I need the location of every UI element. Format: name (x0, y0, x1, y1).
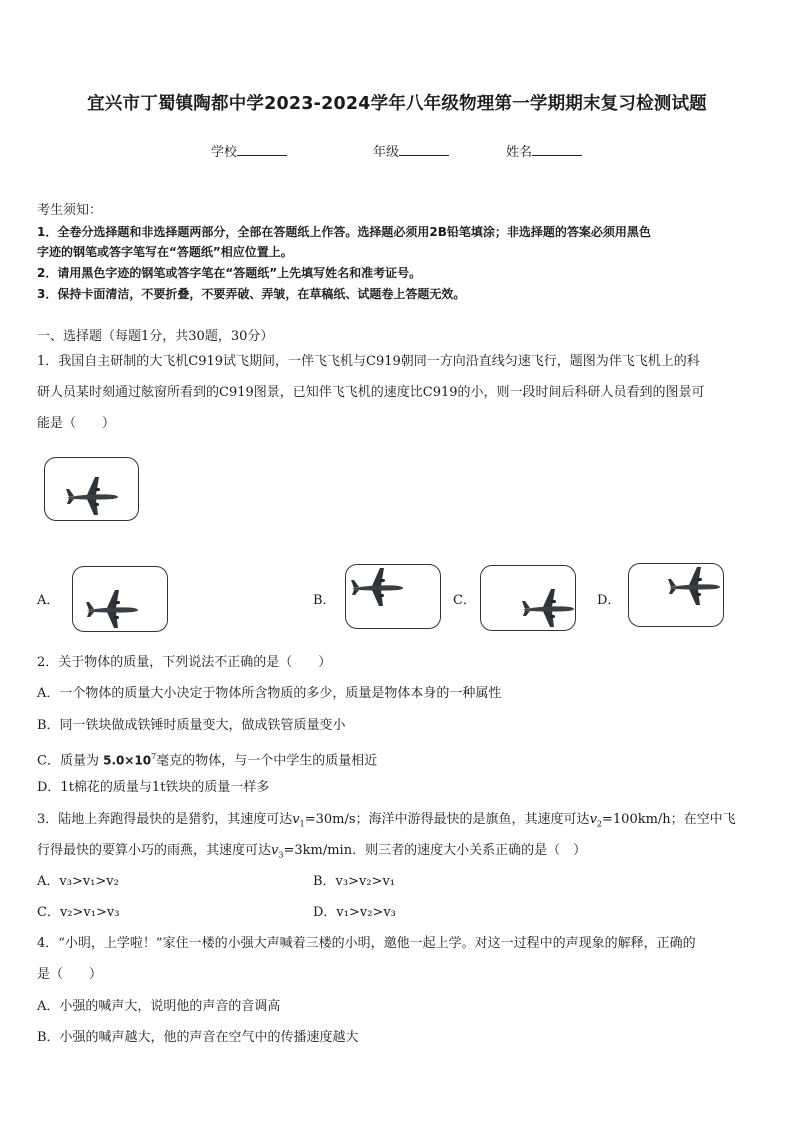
q3-v3-symbol: v (271, 843, 279, 858)
airplane-icon (667, 566, 721, 606)
notice-item-3: 3．保持卡面清洁，不要折叠，不要弄破、弄皱，在草稿纸、试题卷上答题无效。 (37, 287, 466, 301)
q1-option-c-image[interactable] (480, 565, 576, 631)
grade-label: 年级 (373, 145, 400, 160)
q1-option-d-image[interactable] (628, 563, 724, 627)
page-title: 宜兴市丁蜀镇陶都中学2023-2024学年八年级物理第一学期期末复习检测试题 (87, 94, 707, 114)
q3-v1-sub: 1 (299, 819, 305, 829)
name-blank (532, 143, 582, 156)
q2-option-a[interactable]: A．一个物体的质量大小决定于物体所含物质的多少，质量是物体本身的一种属性 (37, 686, 502, 701)
q3-v3-sub: 3 (278, 850, 284, 860)
q3-option-c[interactable]: C．v₂>v₁>v₃ (37, 905, 120, 920)
q2-option-c-suffix: 毫克的物体，与一个中学生的质量相近 (156, 753, 378, 769)
grade-blank (399, 143, 449, 156)
q4-option-b[interactable]: B．小强的喊声越大，他的声音在空气中的传播速度越大 (37, 1030, 359, 1045)
notice-item-2: 2．请用黑色字迹的钢笔或答字笔在“答题纸”上先填写姓名和准考证号。 (37, 266, 422, 280)
q3-line-2-a: 行得最快的要算小巧的雨燕，其速度可达 (37, 843, 272, 858)
q1-option-b-label: B． (313, 593, 336, 608)
q1-option-b-image[interactable] (345, 564, 441, 629)
q4-option-a[interactable]: A．小强的喊声大，说明他的声音的音调高 (37, 999, 281, 1014)
q1-line-3: 能是（ ） (37, 416, 116, 431)
airplane-icon (85, 589, 139, 629)
section-heading: 一、选择题（每题1分，共30题，30分） (37, 329, 274, 344)
name-label: 姓名 (506, 145, 533, 160)
q4-line-2: 是（ ） (37, 967, 103, 982)
q1-line-2: 研人员某时刻通过舷窗所看到的C919图景，已知伴飞飞机的速度比C919的小，则一段时间后科研人员看到的图景可 (37, 385, 705, 400)
q3-line-2 (37, 841, 586, 866)
q1-line-1: 1．我国自主研制的大飞机C919试飞期间，一伴飞飞机与C919朝同一方向沿直线匀速飞行，题图为伴飞飞机上的科 (37, 354, 700, 369)
q2-option-c-prefix: C．质量为 (37, 753, 104, 769)
q1-reference-image (44, 457, 139, 521)
q1-option-d-label: D． (597, 593, 621, 608)
airplane-icon (521, 588, 575, 628)
q2-option-b[interactable]: B．同一铁块做成铁锤时质量变大，做成铁管质量变小 (37, 718, 346, 733)
q1-option-c-label: C． (453, 593, 476, 608)
q1-option-a-label: A． (37, 593, 60, 608)
school-blank (237, 143, 287, 156)
q3-option-a[interactable]: A．v₃>v₁>v₂ (37, 874, 119, 889)
notice-item-1b: 字迹的钢笔或答字笔写在“答题纸”相应位置上。 (37, 245, 293, 259)
notice-item-1a: 1．全卷分选择题和非选择题两部分，全部在答题纸上作答。选择题必须用2B铅笔填涂；非选择题的答案必须用黑色 (37, 225, 651, 239)
q3-line-1-c: =100km/h；在空中飞 (602, 812, 736, 827)
name-field (506, 141, 582, 160)
q4-line-1: 4．“小明，上学啦！”家住一楼的小强大声喊着三楼的小明，邀他一起上学。对这一过程中的声现象的解释，正确的 (37, 936, 696, 951)
q2-option-d[interactable]: D．1t棉花的质量与1t铁块的质量一样多 (37, 780, 270, 795)
q3-v1-symbol: v (292, 812, 300, 827)
q3-v2-sub: 2 (596, 819, 603, 829)
q3-line-1-a: 3．陆地上奔跑得最快的是猎豹，其速度可达 (37, 812, 293, 827)
airplane-icon (350, 567, 404, 607)
q3-option-b[interactable]: B．v₃>v₂>v₁ (313, 874, 396, 889)
school-label: 学校 (211, 145, 238, 160)
q2-option-c[interactable] (37, 747, 377, 771)
grade-field (373, 141, 449, 160)
q2-option-c-exponent: 7 (151, 752, 157, 761)
q3-line-1 (37, 810, 736, 835)
q3-option-d[interactable]: D．v₁>v₂>v₃ (313, 905, 396, 920)
q2-stem: 2．关于物体的质量，下列说法不正确的是（ ） (37, 655, 332, 670)
q3-line-2-b: =3km/min．则三者的速度大小关系正确的是（ ） (283, 843, 587, 858)
q1-option-a-image[interactable] (72, 566, 168, 632)
q3-line-1-b: =30m/s；海洋中游得最快的是旗鱼，其速度可达 (304, 812, 590, 827)
school-field (211, 141, 287, 160)
q2-option-c-number: 5.0×10 (103, 753, 152, 768)
airplane-icon (65, 476, 119, 516)
notice-heading: 考生须知： (37, 203, 103, 218)
q3-v2-symbol: v (589, 812, 597, 827)
